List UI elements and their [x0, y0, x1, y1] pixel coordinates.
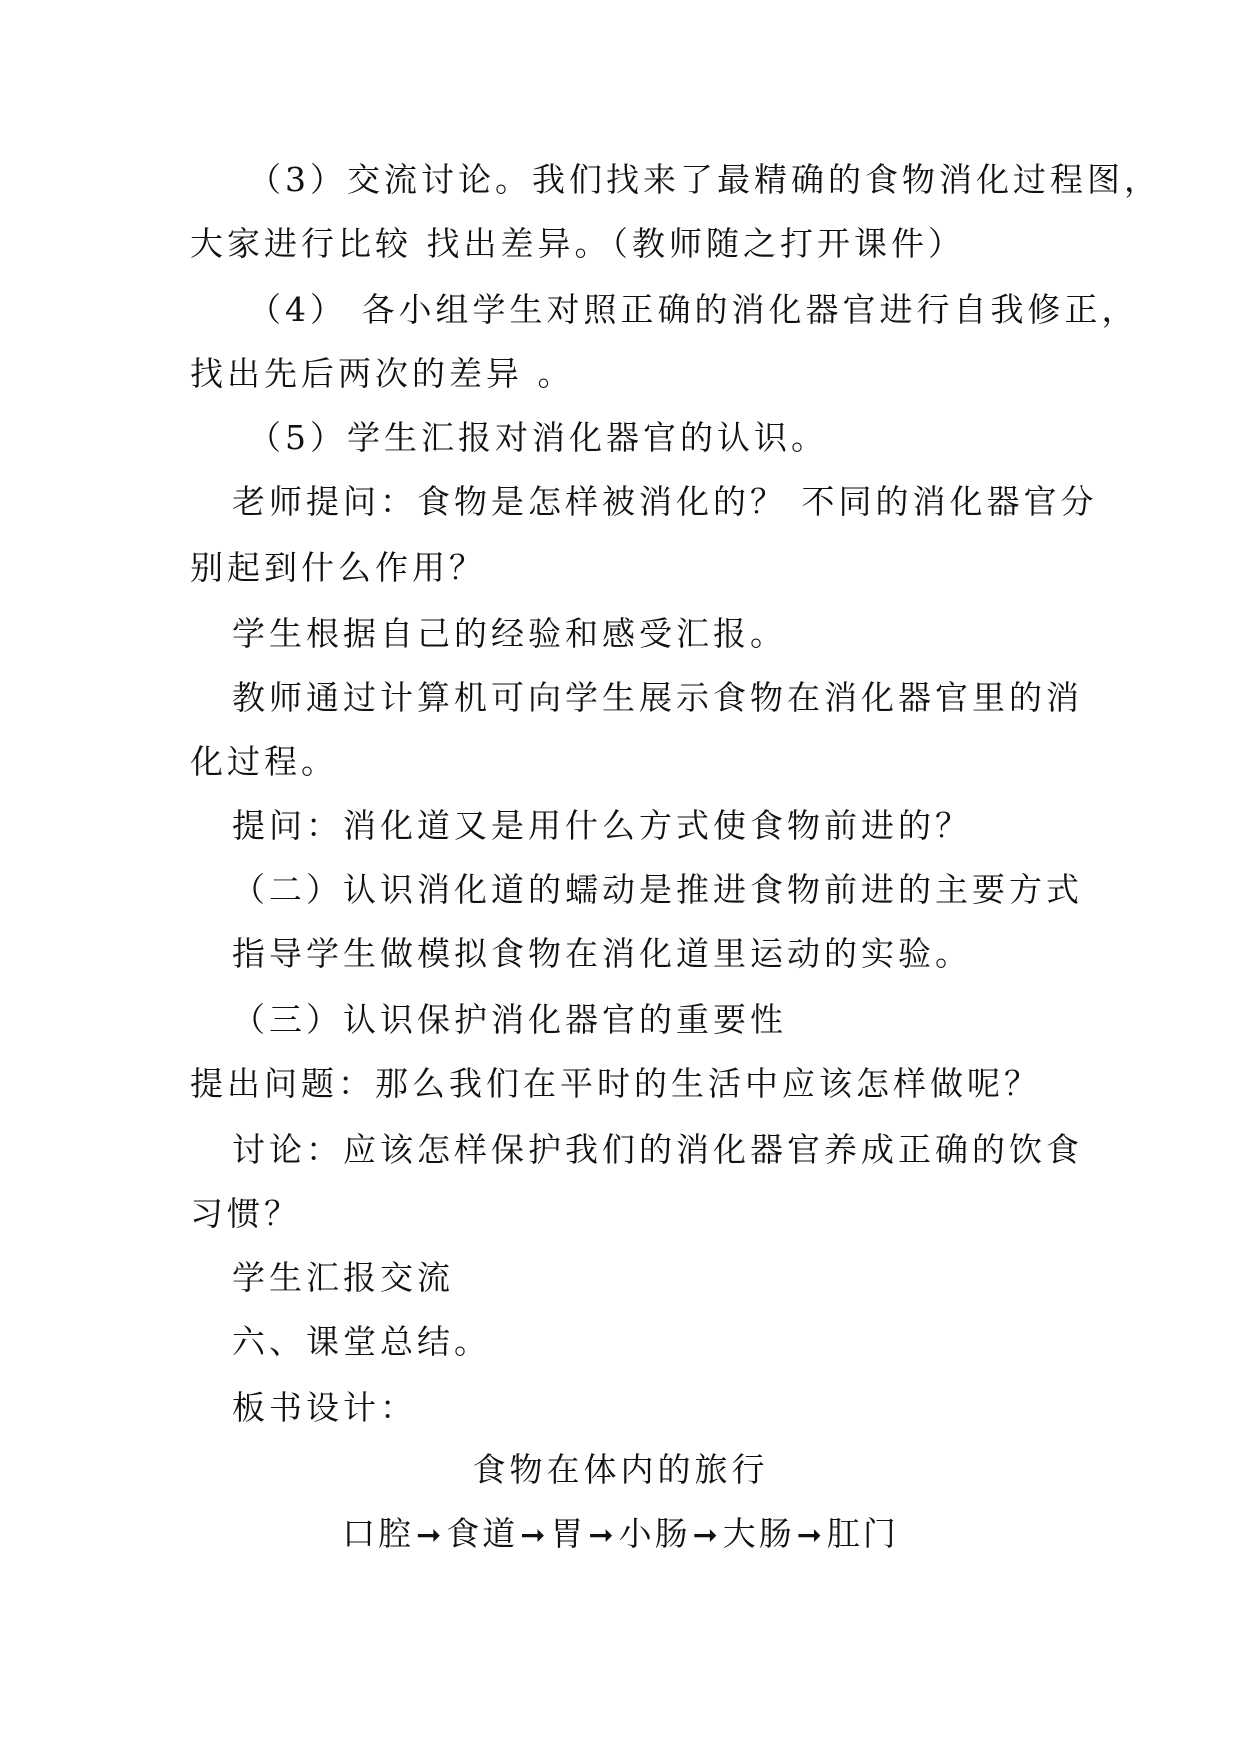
paragraph-line: 六、课堂总结。 [232, 1322, 491, 1361]
arrow-right-icon: ➞ [588, 1518, 617, 1553]
paragraph-line: （4） 各小组学生对照正确的消化器官进行自我修正， [248, 290, 1139, 329]
paragraph-line: （3）交流讨论。我们找来了最精确的食物消化过程图， [248, 160, 1161, 199]
paragraph-line: 提问：消化道又是用什么方式使食物前进的？ [232, 806, 972, 845]
paragraph-line: （三）认识保护消化器官的重要性 [232, 1000, 787, 1039]
paragraph-line: 教师通过计算机可向学生展示食物在消化器官里的消 [232, 678, 1083, 717]
arrow-right-icon: ➞ [520, 1518, 549, 1553]
paragraph-line: （二）认识消化道的蠕动是推进食物前进的主要方式 [232, 870, 1083, 909]
paragraph-line: 提出问题：那么我们在平时的生活中应该怎样做呢？ [190, 1064, 1041, 1103]
flow-step: 大肠 [722, 1514, 795, 1553]
board-flow [0, 1510, 1241, 1560]
paragraph-line: 学生汇报交流 [232, 1258, 454, 1297]
paragraph-line: 学生根据自己的经验和感受汇报。 [232, 614, 787, 653]
paragraph-line: 习惯？ [190, 1194, 301, 1233]
paragraph-line: 讨论：应该怎样保护我们的消化器官养成正确的饮食 [232, 1130, 1083, 1169]
paragraph-line: 大家进行比较 找出差异。（教师随之打开课件） [190, 224, 965, 263]
flow-step: 小肠 [618, 1514, 691, 1553]
arrow-right-icon: ➞ [796, 1518, 825, 1553]
flow-step: 口腔 [342, 1514, 415, 1553]
paragraph-line: （5）学生汇报对消化器官的认识。 [248, 418, 828, 457]
flow-step: 肛门 [826, 1514, 899, 1553]
paragraph-line: 找出先后两次的差异 。 [190, 354, 575, 393]
paragraph-line: 老师提问：食物是怎样被消化的？ 不同的消化器官分 [232, 482, 1098, 521]
arrow-right-icon: ➞ [416, 1518, 445, 1553]
paragraph-line: 指导学生做模拟食物在消化道里运动的实验。 [232, 934, 972, 973]
arrow-right-icon: ➞ [692, 1518, 721, 1553]
paragraph-line: 别起到什么作用？ [190, 548, 486, 587]
board-title: 食物在体内的旅行 [472, 1450, 769, 1489]
flow-step: 胃 [550, 1514, 587, 1553]
flow-step: 食道 [446, 1514, 519, 1553]
paragraph-line: 化过程。 [190, 742, 338, 781]
paragraph-line: 板书设计： [232, 1388, 417, 1427]
